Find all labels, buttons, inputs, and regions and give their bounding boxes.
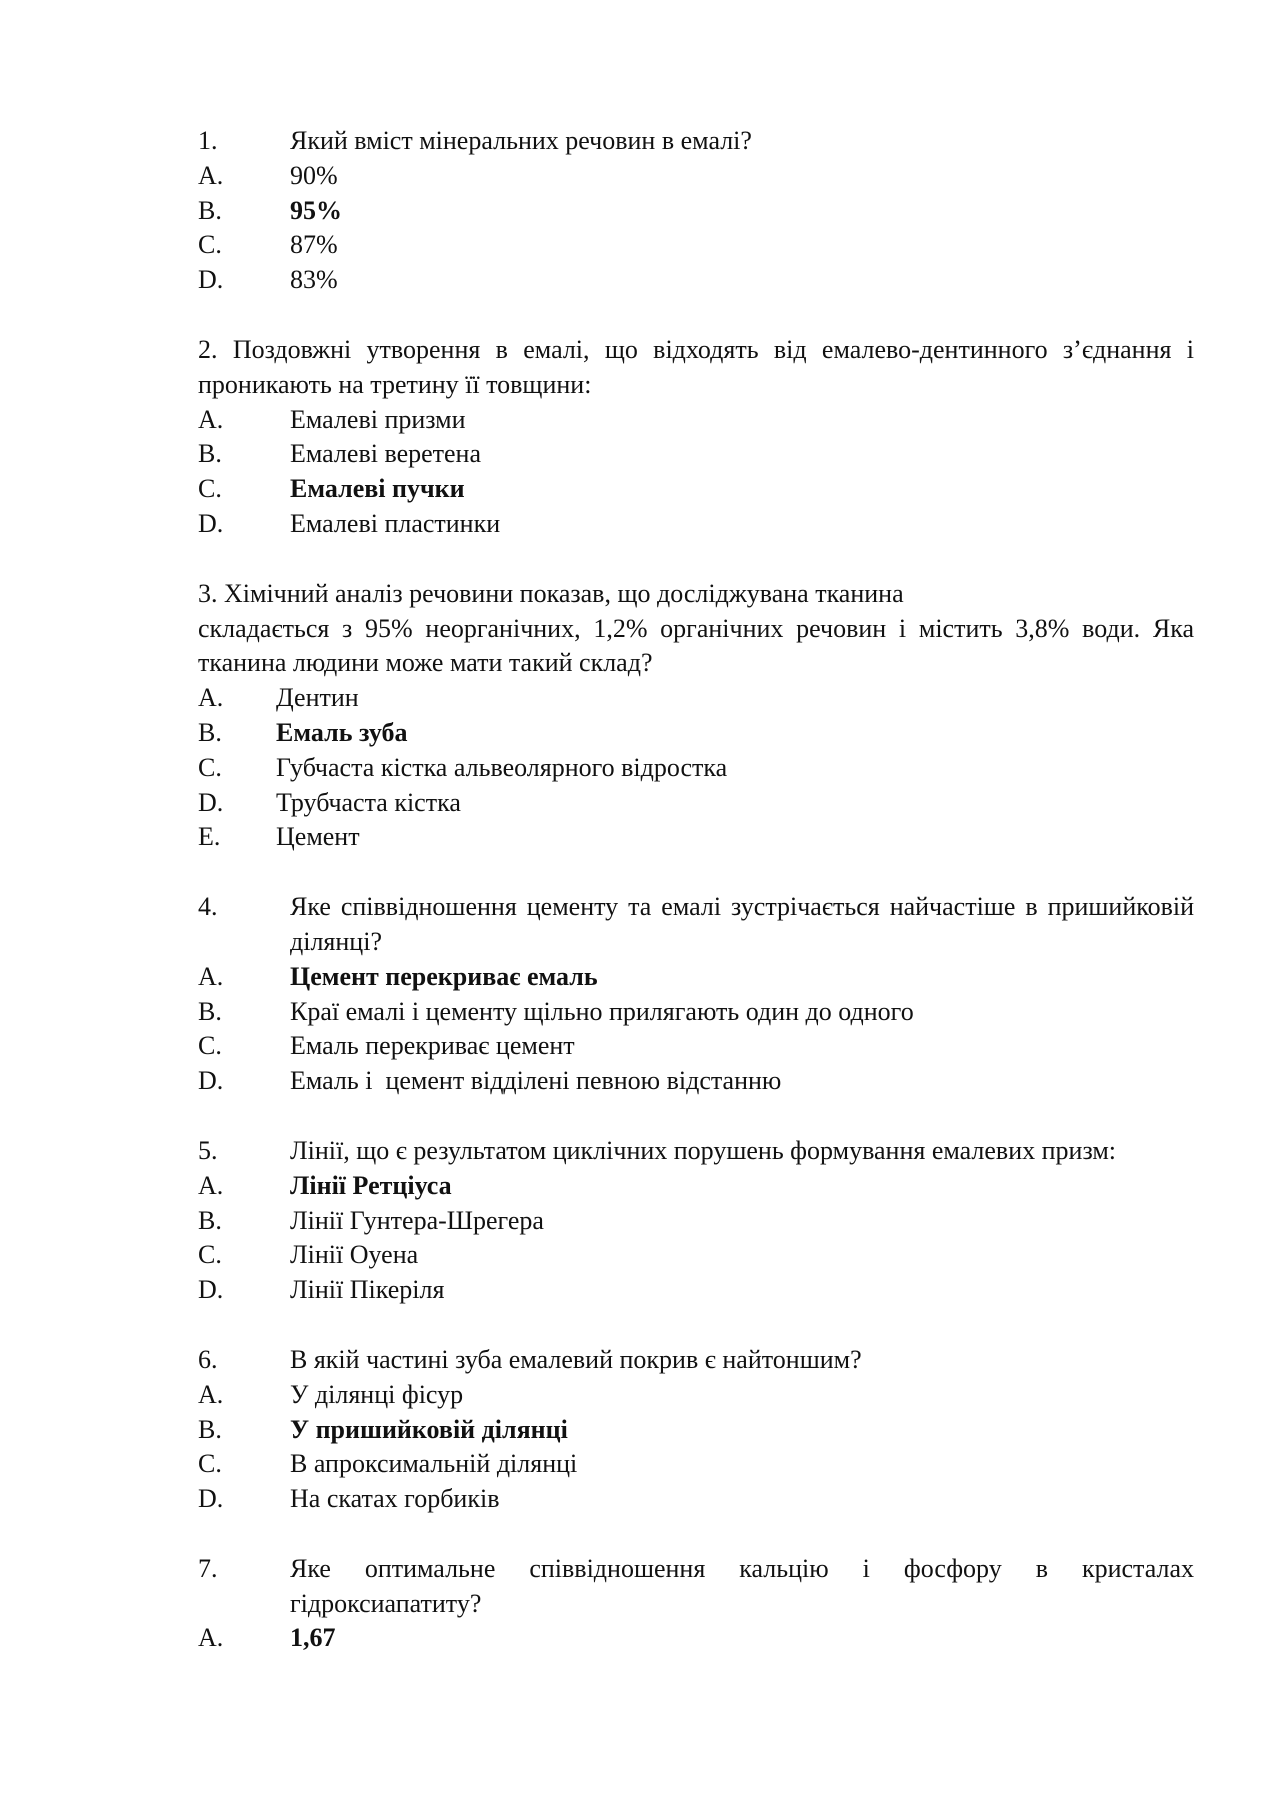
option-letter: C.	[198, 1031, 222, 1061]
option-letter: D.	[198, 1484, 224, 1514]
question-text: Яке оптимальне співвідношення кальцію і фосфору в кристалах гідроксиапатиту?	[290, 1553, 1194, 1618]
answer-option-correct[interactable]	[198, 194, 1194, 229]
answer-option-correct[interactable]	[198, 716, 1194, 751]
option-letter: A.	[198, 160, 224, 190]
option-text: Емалеві веретена	[290, 439, 482, 469]
option-letter: B.	[198, 1205, 222, 1235]
question-6	[198, 1343, 1194, 1517]
answer-option[interactable]	[198, 159, 1194, 194]
question-1	[198, 124, 1194, 298]
question-text: Яке співвідношення цементу та емалі зустрічається найчастіше в пришийковій ділянці?	[290, 892, 1194, 956]
question-number: 6.	[198, 1344, 218, 1374]
option-text: Трубчаста кістка	[276, 787, 461, 817]
question-number: 4.	[198, 892, 218, 922]
option-text: Емаль зуба	[276, 717, 408, 747]
question-number: 7.	[198, 1553, 218, 1583]
option-text: Лінії Оуена	[290, 1240, 419, 1270]
answer-option[interactable]	[198, 786, 1194, 821]
option-text: 87%	[290, 230, 338, 260]
option-letter: A.	[198, 1379, 224, 1409]
option-text: 95%	[290, 195, 342, 225]
answer-option[interactable]	[198, 1482, 1194, 1517]
answer-option[interactable]	[198, 1378, 1194, 1413]
answer-option-correct[interactable]	[198, 1621, 1194, 1656]
option-text: В апроксимальній ділянці	[290, 1449, 578, 1479]
question-4	[198, 890, 1194, 1099]
option-text: Цемент перекриває емаль	[290, 961, 598, 991]
question-number: 5.	[198, 1135, 218, 1165]
answer-option[interactable]	[198, 1273, 1194, 1308]
option-letter: C.	[198, 474, 222, 504]
option-text: Емаль і цемент відділені певною відстанню	[290, 1066, 782, 1096]
option-letter: C.	[198, 752, 222, 782]
question-text: Який вміст мінеральних речовин в емалі?	[290, 126, 752, 155]
answer-option[interactable]	[198, 1238, 1194, 1273]
question-number: 1.	[198, 126, 218, 155]
answer-option[interactable]	[198, 507, 1194, 542]
document-page	[198, 124, 1194, 1691]
question-number: 3.	[198, 578, 218, 608]
option-letter: C.	[198, 230, 222, 260]
option-text: Лінії Пікеріля	[290, 1275, 445, 1305]
option-letter: A.	[198, 404, 224, 434]
question-5	[198, 1134, 1194, 1308]
option-letter: D.	[198, 508, 224, 538]
option-text: 90%	[290, 160, 338, 190]
option-text: Губчаста кістка альвеолярного відростка	[276, 752, 728, 782]
answer-option-correct[interactable]	[198, 472, 1194, 507]
answer-option[interactable]	[198, 751, 1194, 786]
option-letter: C.	[198, 1449, 222, 1479]
option-letter: E.	[198, 822, 221, 852]
option-letter: A.	[198, 1170, 224, 1200]
question-7	[198, 1552, 1194, 1656]
option-text: Дентин	[276, 683, 359, 713]
question-2	[198, 333, 1194, 542]
option-text: На скатах горбиків	[290, 1484, 500, 1514]
option-text: 1,67	[290, 1623, 336, 1653]
option-letter: D.	[198, 265, 224, 295]
option-text: Емалеві пластинки	[290, 508, 501, 538]
answer-option-correct[interactable]	[198, 960, 1194, 995]
question-text: Лінії, що є результатом циклічних порушень формування емалевих призм:	[290, 1135, 1117, 1165]
answer-option-correct[interactable]	[198, 1413, 1194, 1448]
option-letter: D.	[198, 1066, 224, 1096]
option-text: Краї емалі і цементу щільно прилягають один до одного	[290, 996, 914, 1026]
answer-option[interactable]	[198, 1447, 1194, 1482]
answer-option[interactable]	[198, 1029, 1194, 1064]
option-text: Емалеві призми	[290, 404, 466, 434]
answer-option[interactable]	[198, 403, 1194, 438]
option-text: Лінії Ретціуса	[290, 1170, 452, 1200]
option-letter: D.	[198, 1275, 224, 1305]
option-letter: B.	[198, 1414, 222, 1444]
option-letter: A.	[198, 1623, 224, 1653]
question-text: Поздовжні утворення в емалі, що відходять від емалево-дентинного з’єднання і проникають на третину її товщини:	[198, 334, 1194, 399]
option-text: Емаль перекриває цемент	[290, 1031, 575, 1061]
option-text: Емалеві пучки	[290, 474, 465, 504]
option-letter: A.	[198, 961, 224, 991]
answer-option[interactable]	[198, 995, 1194, 1030]
answer-option[interactable]	[198, 437, 1194, 472]
question-3	[198, 577, 1194, 855]
option-letter: B.	[198, 717, 222, 747]
option-text: У ділянці фісур	[290, 1379, 464, 1409]
answer-option[interactable]	[198, 263, 1194, 298]
question-text-rest: складається з 95% неорганічних, 1,2% органічних речовин і містить 3,8% води. Яка тканина людини може мати такий склад?	[198, 613, 1194, 678]
question-text: В якій частині зуба емалевий покрив є найтоншим?	[290, 1344, 862, 1374]
answer-option[interactable]	[198, 1204, 1194, 1239]
answer-option[interactable]	[198, 1064, 1194, 1099]
answer-option[interactable]	[198, 681, 1194, 716]
option-letter: B.	[198, 439, 222, 469]
answer-option[interactable]	[198, 820, 1194, 855]
option-text: Лінії Гунтера-Шрегера	[290, 1205, 544, 1235]
question-number: 2.	[198, 334, 218, 364]
option-text: Цемент	[276, 822, 360, 852]
option-letter: C.	[198, 1240, 222, 1270]
option-letter: D.	[198, 787, 224, 817]
option-letter: B.	[198, 195, 222, 225]
answer-option[interactable]	[198, 228, 1194, 263]
option-letter: A.	[198, 683, 224, 713]
option-letter: B.	[198, 996, 222, 1026]
question-text-line1: Хімічний аналіз речовини показав, що досліджувана тканина	[224, 578, 904, 608]
option-text: У пришийковій ділянці	[290, 1414, 568, 1444]
answer-option-correct[interactable]	[198, 1169, 1194, 1204]
option-text: 83%	[290, 265, 338, 295]
